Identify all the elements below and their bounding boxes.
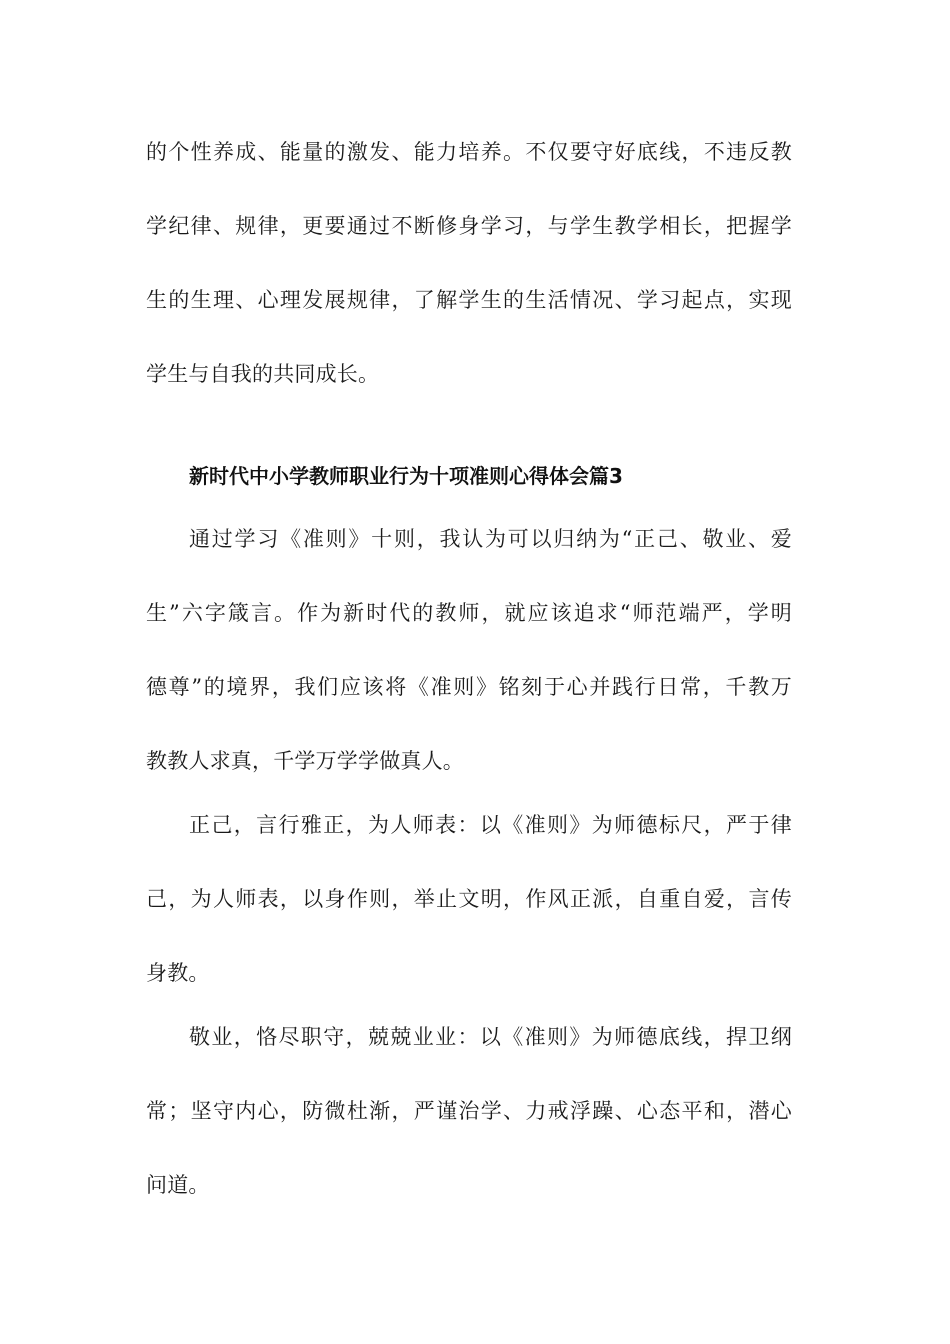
paragraph-line: 己，为人师表，以身作则，举止文明，作风正派，自重自爱，言传 [146, 887, 792, 911]
section-heading: 新时代中小学教师职业行为十项准则心得体会篇3 [189, 464, 623, 488]
paragraph-line: 通过学习《准则》十则，我认为可以归纳为“正己、敬业、爱 [189, 527, 792, 551]
paragraph-line: 学纪律、规律，更要通过不断修身学习，与学生教学相长，把握学 [146, 214, 792, 238]
paragraph-line: 生”六字箴言。作为新时代的教师，就应该追求“师范端严，学明 [146, 601, 792, 625]
paragraph-line: 教教人求真，千学万学学做真人。 [146, 749, 464, 773]
paragraph-line: 身教。 [146, 961, 210, 985]
paragraph-line: 问道。 [146, 1173, 210, 1197]
paragraph-line: 学生与自我的共同成长。 [146, 362, 380, 386]
paragraph-line: 德尊”的境界，我们应该将《准则》铭刻于心并践行日常，千教万 [146, 675, 792, 699]
paragraph-line: 常；坚守内心，防微杜渐，严谨治学、力戒浮躁、心态平和，潜心 [146, 1099, 792, 1123]
paragraph-line: 敬业，恪尽职守，兢兢业业：以《准则》为师德底线，捍卫纲 [189, 1025, 792, 1049]
paragraph-line: 的个性养成、能量的激发、能力培养。不仅要守好底线，不违反教 [146, 140, 792, 164]
paragraph-line: 生的生理、心理发展规律，了解学生的生活情况、学习起点，实现 [146, 288, 792, 312]
paragraph-line: 正己，言行雅正，为人师表：以《准则》为师德标尺，严于律 [189, 813, 792, 837]
